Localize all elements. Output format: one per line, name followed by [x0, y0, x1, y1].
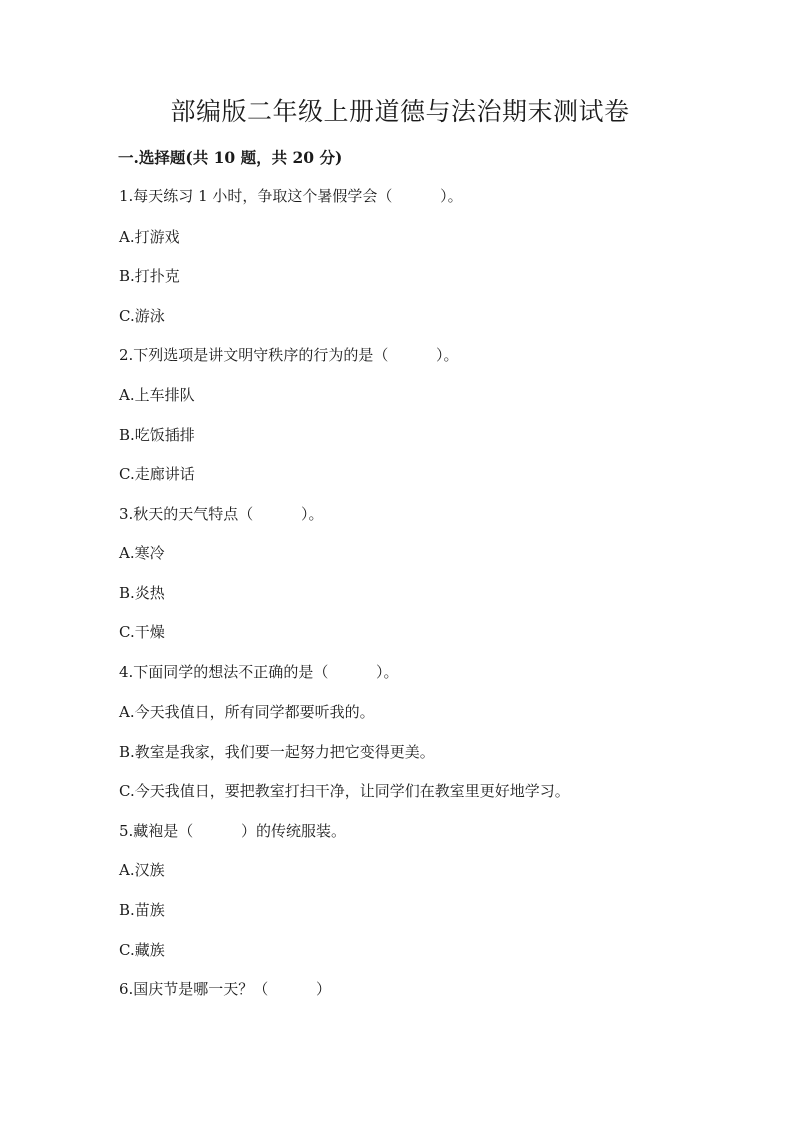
- question-3-option-a: A.寒冷: [119, 544, 165, 562]
- question-3-option-c: C.干燥: [119, 623, 165, 641]
- question-1-option-a: A.打游戏: [119, 228, 180, 246]
- question-2-stem: 2.下列选项是讲文明守秩序的行为的是（ ）。: [119, 346, 459, 364]
- question-5-option-c: C.藏族: [119, 941, 165, 959]
- question-6-stem: 6.国庆节是哪一天？（ ）: [119, 980, 331, 998]
- section-heading: 一.选择题(共 10 题，共 20 分): [118, 148, 343, 167]
- question-4-option-c: C.今天我值日，要把教室打扫干净，让同学们在教室里更好地学习。: [119, 782, 570, 800]
- question-4-stem: 4.下面同学的想法不正确的是（ ）。: [119, 663, 399, 681]
- question-4-option-b: B.教室是我家，我们要一起努力把它变得更美。: [119, 743, 435, 761]
- question-2-option-b: B.吃饭插排: [119, 426, 195, 444]
- question-5-option-a: A.汉族: [119, 861, 165, 879]
- question-2-option-a: A.上车排队: [119, 386, 195, 404]
- question-3-stem: 3.秋天的天气特点（ ）。: [119, 505, 324, 523]
- question-5-stem: 5.藏袍是（ ）的传统服装。: [119, 822, 346, 840]
- question-3-option-b: B.炎热: [119, 584, 165, 602]
- question-4-option-a: A.今天我值日，所有同学都要听我的。: [119, 703, 375, 721]
- question-1-stem: 1.每天练习 1 小时，争取这个暑假学会（ ）。: [119, 187, 463, 205]
- question-5-option-b: B.苗族: [119, 901, 165, 919]
- exam-title: 部编版二年级上册道德与法治期末测试卷: [170, 97, 630, 126]
- question-1-option-c: C.游泳: [119, 307, 165, 325]
- question-2-option-c: C.走廊讲话: [119, 465, 195, 483]
- question-1-option-b: B.打扑克: [119, 267, 180, 285]
